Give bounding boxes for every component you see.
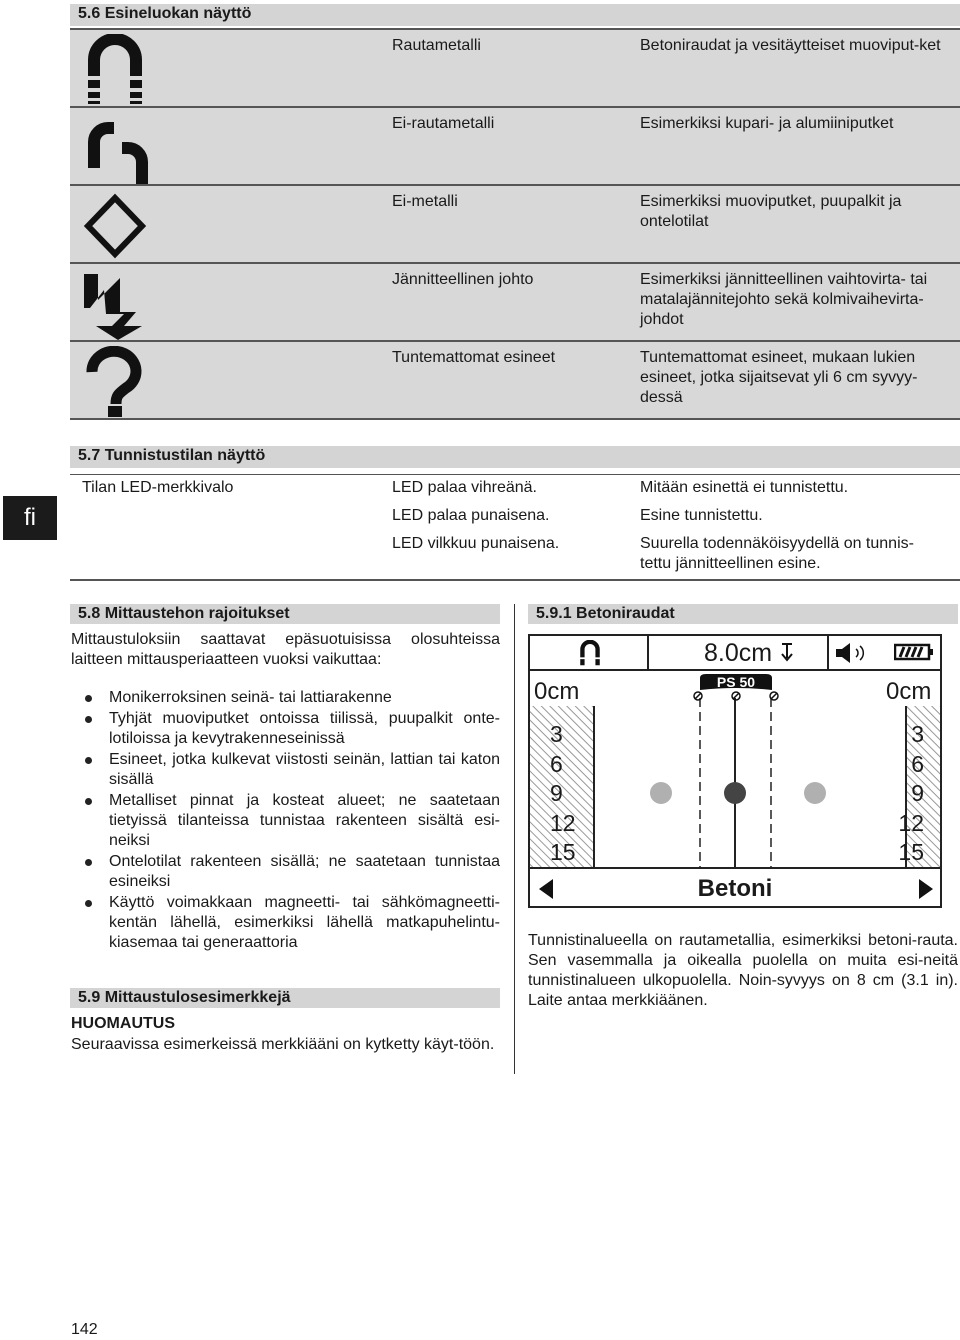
list-item: Metalliset pinnat ja kosteat alueet; ne saatetaan tietyissä tilanteissa tunnistaa rakenteen sisältä esi-neiksi [80, 791, 500, 851]
page-number: 142 [71, 1321, 98, 1338]
detected-object-center [724, 782, 746, 804]
symbol-description: Tuntemattomat esineet, mukaan lukien esineet, jotka sijaitsevat yli 6 cm syvyy-dessä [640, 349, 918, 406]
section-5-6-heading: 5.6 Esineluokan näyttö [70, 4, 960, 26]
symbol-description: Esimerkiksi muoviputket, puupalkit ja ontelotilat [640, 193, 902, 230]
scale-tick-label: 6 [911, 750, 924, 777]
rebar-description: Tunnistinalueella on rautametallia, esimerkiksi betoni-rauta. Sen vasemmalla ja oikealla puolella on muita esi-neitä tunnistinalueen ulkopuolella. Noin-syvyys on 8 cm (3.1 in). Laite antaa merkkiäänen. [528, 932, 958, 1009]
list-item: Ontelotilat rakenteen sisällä; ne saatetaan tunnistaa esineiksi [80, 852, 500, 892]
note-heading: HUOMAUTUS [71, 1015, 175, 1032]
symbol-name: Ei-rautametalli [392, 115, 495, 132]
symbol-name: Tuntemattomat esineet [392, 349, 556, 366]
led-label: Tilan LED-merkkivalo [82, 479, 234, 496]
battery-icon [894, 643, 934, 661]
object-class-table [70, 28, 960, 420]
speaker-icon [834, 642, 868, 664]
detector-display [528, 634, 942, 908]
led-state: LED palaa vihreänä. [392, 479, 537, 496]
table-row [70, 106, 960, 184]
section-5-9-1-heading: 5.9.1 Betoniraudat [528, 604, 958, 624]
question-mark-icon [80, 346, 150, 418]
symbol-name: Jännitteellinen johto [392, 271, 534, 288]
detected-object-left [650, 782, 672, 804]
list-item: Esineet, jotka kulkevat viistosti seinän, lattian tai katon sisällä [80, 750, 500, 790]
note-text: Seuraavissa esimerkeissä merkkiääni on kytketty käyt-töön. [71, 1036, 495, 1053]
nonmetal-icon [80, 190, 150, 262]
scale-tick-label: 3 [911, 721, 924, 747]
scale-tick-label: 12 [550, 809, 576, 836]
section-5-7-heading: 5.7 Tunnistustilan näyttö [70, 446, 960, 468]
limits-list [80, 688, 500, 954]
live-wire-icon [80, 268, 150, 340]
scale-tick-label: 3 [550, 721, 563, 747]
depth-scale-right [888, 720, 924, 868]
scale-tick-label: 15 [550, 839, 576, 865]
scale-tick-label: 9 [911, 780, 924, 806]
limits-intro: Mittaustuloksiin saattavat epäsuotuisissa olosuhteissa laitteen mittausperiaatteen vuoksi vaikuttaa: [71, 631, 500, 668]
table-row [70, 340, 960, 418]
symbol-description: Esimerkiksi jännitteellinen vaihtovirta- tai matalajännitejohto sekä kolmivaihevirta-johdot [640, 271, 928, 328]
list-item: Käyttö voimakkaan magneetti- tai sähkömagneetti-kentän lähellä, esimerkiksi lähellä matkapuhelintu-kiasemaa tai generaattoria [80, 893, 500, 953]
list-item: Tyhjät muoviputket ontoissa tiilissä, puupalkit onte-lotiloissa ja kevytrakenneseinissä [80, 709, 500, 749]
depth-arrow-icon [780, 642, 794, 662]
table-row [70, 28, 960, 106]
symbol-description: Betoniraudat ja vesitäytteiset muoviput-ket [640, 37, 941, 54]
arrow-right-icon[interactable] [918, 878, 934, 900]
led-state: LED vilkkuu punaisena. [392, 535, 560, 552]
led-meaning: Esine tunnistettu. [640, 507, 763, 524]
led-meaning: Mitään esinettä ei tunnistettu. [640, 479, 849, 496]
table-row [70, 184, 960, 262]
left-zero-label: 0cm [534, 678, 580, 705]
nonferrous-metal-icon [80, 112, 150, 184]
depth-scale-left [550, 720, 576, 868]
section-5-8-heading: 5.8 Mittaustehon rajoitukset [70, 604, 500, 624]
symbol-name: Ei-metalli [392, 193, 458, 210]
ferrous-metal-icon [576, 640, 604, 666]
sensor-label: PS 50 [716, 674, 756, 690]
table-row [70, 262, 960, 340]
scale-tick-label: 15 [898, 839, 924, 865]
column-divider [514, 604, 515, 1074]
symbol-name: Rautametalli [392, 37, 481, 54]
arrow-left-icon[interactable] [538, 878, 554, 900]
led-state: LED palaa punaisena. [392, 507, 550, 524]
list-item: Monikerroksinen seinä- tai lattiarakenne [80, 688, 500, 708]
mode-label: Betoni [697, 875, 773, 902]
depth-reading: 8.0cm [704, 639, 773, 667]
led-meaning: Suurella todennäköisyydellä on tunnis-tettu jännitteellinen esine. [640, 535, 914, 572]
scale-tick-label: 12 [898, 809, 924, 836]
language-tab: fi [3, 496, 57, 540]
detected-object-right [804, 782, 826, 804]
symbol-description: Esimerkiksi kupari- ja alumiiniputket [640, 115, 894, 132]
scale-tick-label: 9 [550, 780, 563, 806]
scale-tick-label: 6 [550, 750, 563, 777]
ferrous-metal-icon [80, 34, 150, 106]
section-5-9-heading: 5.9 Mittaustulosesimerkkejä [70, 988, 500, 1008]
right-zero-label: 0cm [886, 678, 932, 705]
led-status-table [70, 474, 960, 581]
